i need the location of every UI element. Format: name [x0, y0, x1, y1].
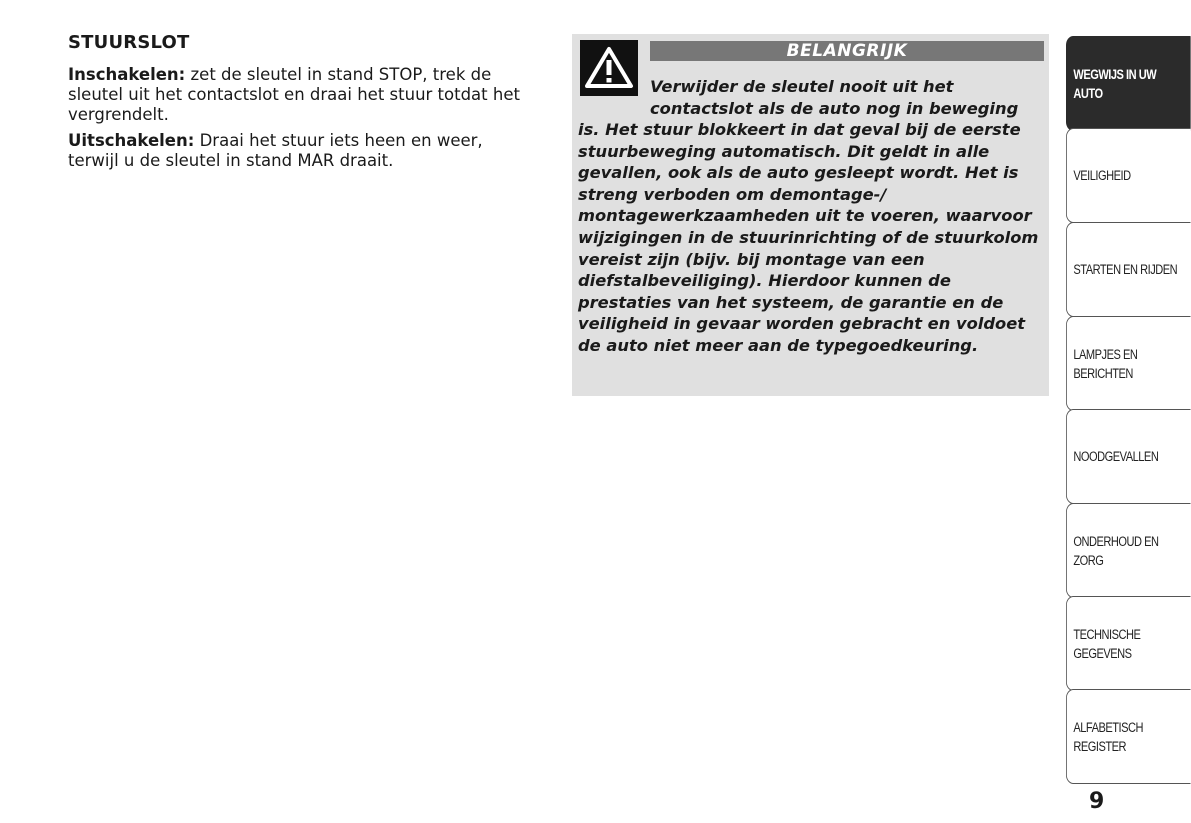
paragraph-label: Inschakelen: — [68, 65, 186, 84]
paragraph-label: Uitschakelen: — [68, 131, 195, 150]
warning-title: BELANGRIJK — [650, 41, 1044, 61]
tab-starten-en-rijden[interactable]: STARTEN EN RIJDEN — [1066, 222, 1191, 317]
warning-box — [572, 34, 1049, 396]
tab-noodgevallen[interactable]: NOODGEVALLEN — [1066, 409, 1191, 504]
paragraph-inschakelen — [68, 65, 538, 125]
tab-veiligheid[interactable]: VEILIGHEID — [1066, 128, 1191, 223]
paragraph-text: Draai het stuur iets heen en weer, terwijl u de sleutel in stand MAR draait. — [68, 131, 483, 170]
tab-wegwijs-in-uw-auto[interactable]: WEGWIJS IN UW AUTO — [1066, 36, 1191, 131]
warning-text-top: Verwijder de sleutel nooit uit het contactslot als de auto nog in beweging — [650, 77, 1019, 118]
tab-onderhoud-en-zorg[interactable]: ONDERHOUD EN ZORG — [1066, 503, 1191, 598]
warning-triangle-icon — [580, 40, 638, 96]
tab-lampjes-en-berichten[interactable]: LAMPJES EN BERICHTEN — [1066, 316, 1191, 411]
page-number: 9 — [1089, 789, 1105, 814]
section-title: STUURSLOT — [68, 32, 190, 53]
tab-alfabetisch-register[interactable]: ALFABETISCH REGISTER — [1066, 689, 1191, 784]
warning-text-bottom: is. Het stuur blokkeert in dat geval bij de eerste stuurbeweging automatisch. Dit geldt in alle gevallen, ook als de auto gesleept wordt. Het is streng verboden om demontage-/ montagewerkzaamheden uit te voeren, waarvoor wijzigingen in de stuurinrichting of de stuurkolom vereist zijn (bijv. bij montage van een diefstalbeveiliging). Hierdoor kunnen de prestaties van het systeem, de garantie en de veiligheid in gevaar worden gebracht en voldoet de auto niet meer aan de typegoedkeuring. — [578, 120, 1039, 355]
main-section — [68, 32, 538, 177]
tab-technische-gegevens[interactable]: TECHNISCHE GEGEVENS — [1066, 596, 1191, 691]
paragraph-text: zet de sleutel in stand STOP, trek de sleutel uit het contactslot en draai het stuur totdat het vergrendelt. — [68, 65, 520, 124]
paragraph-uitschakelen — [68, 131, 538, 171]
